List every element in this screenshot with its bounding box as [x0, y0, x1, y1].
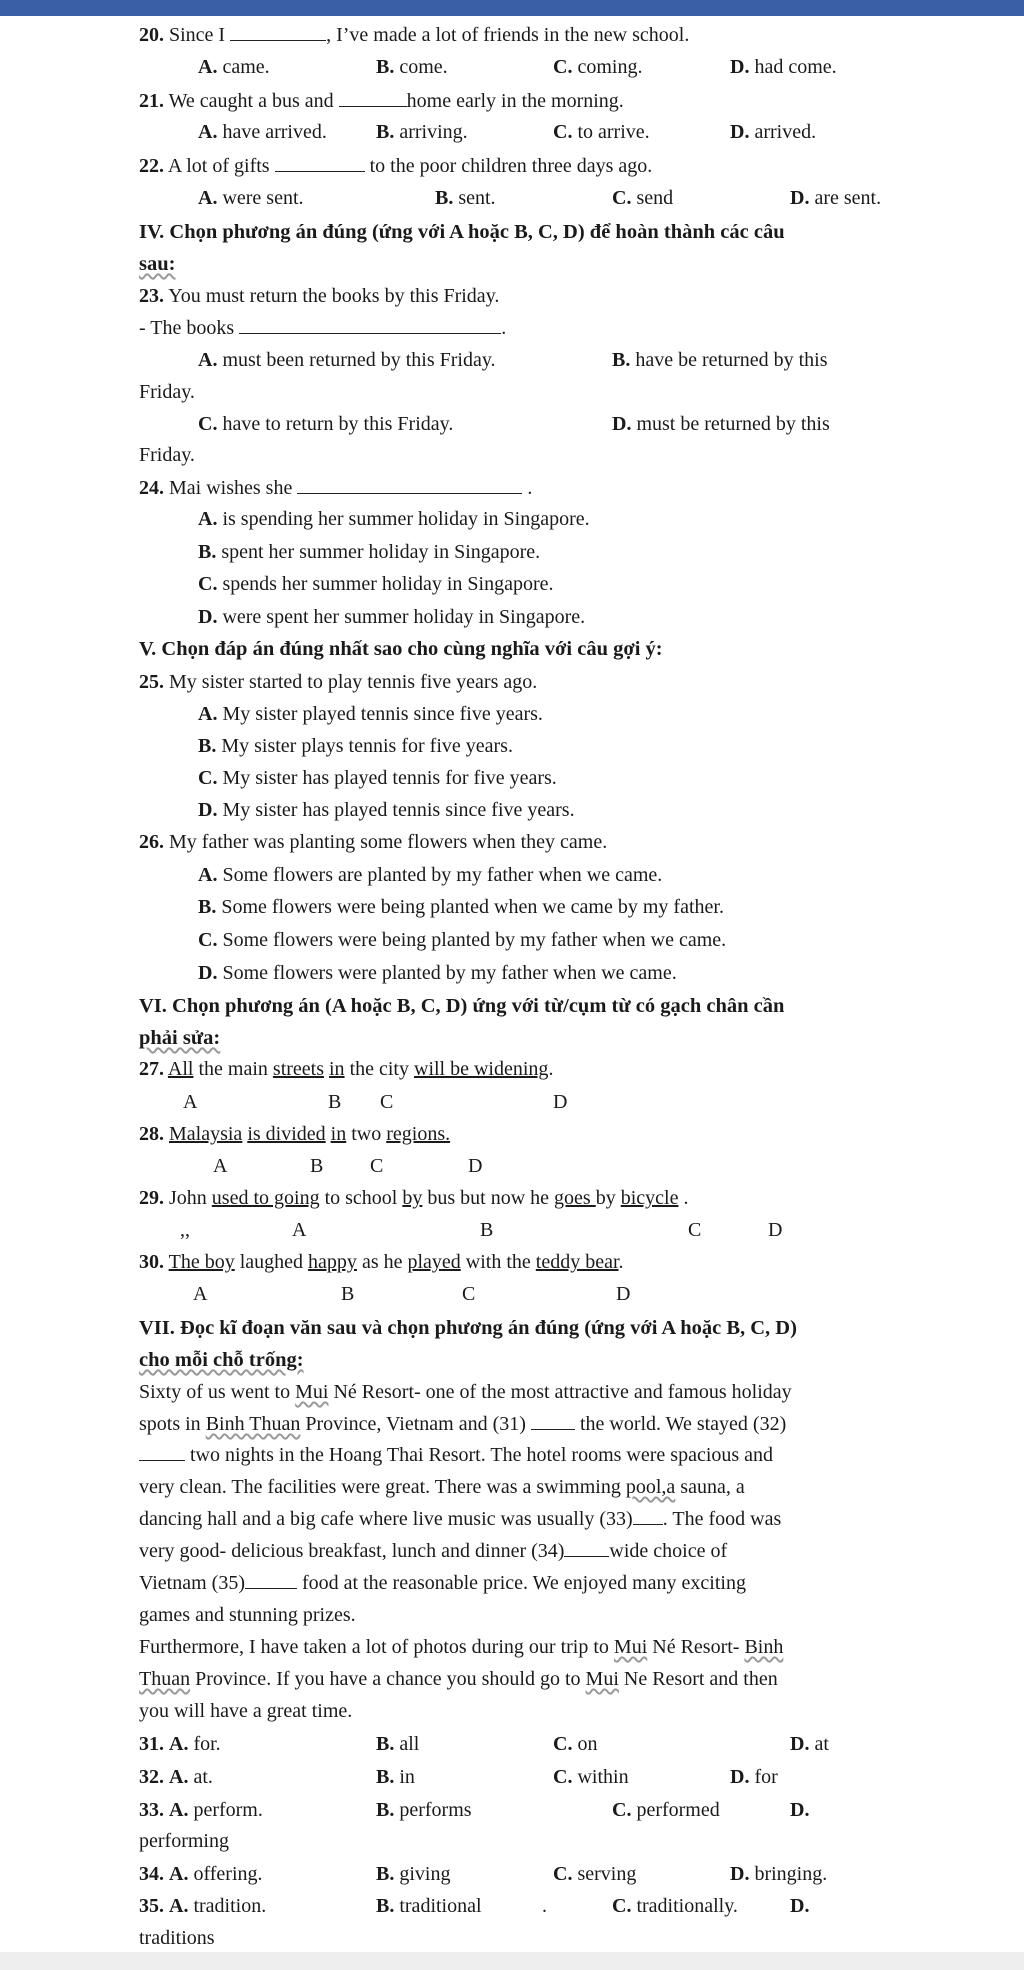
blank-33	[633, 1507, 663, 1525]
letter-d: D	[468, 1155, 483, 1177]
underlined-b: streets	[272, 1058, 324, 1080]
underlined-a: All	[167, 1058, 194, 1080]
question-29: 29. John used to going to school by bus but now he goes by bicycle .	[139, 1187, 689, 1209]
option-b: B. in	[376, 1766, 415, 1788]
option-c: C. serving	[553, 1863, 637, 1885]
section-vi-heading: VI. Chọn phương án (A hoặc B, C, D) ứng với từ/cụm từ có gạch chân cần	[139, 995, 785, 1017]
option-d: D. My sister has played tennis since five years.	[198, 799, 575, 821]
option-a: A. have arrived.	[198, 121, 327, 143]
question-27: 27. All the main streets in the city will be widening.	[139, 1058, 554, 1080]
option-b: B. spent her summer holiday in Singapore.	[198, 541, 541, 563]
section-vii-heading: VII. Đọc kĩ đoạn văn sau và chọn phương án đúng (ứng với A hoặc B, C, D)	[139, 1317, 797, 1339]
option-b: B. performs	[376, 1799, 472, 1821]
passage-line: Furthermore, I have taken a lot of photos during our trip to Mui Né Resort- Binh	[139, 1636, 784, 1658]
passage-line: Sixty of us went to Mui Né Resort- one of the most attractive and famous holiday	[139, 1381, 792, 1403]
passage-line: dancing hall and a big cafe where live music was usually (33) . The food was	[139, 1508, 782, 1530]
passage-line: you will have a great time.	[139, 1700, 353, 1722]
blank-35	[245, 1571, 297, 1589]
option-b: B. sent.	[435, 187, 496, 209]
section-iv-heading: IV. Chọn phương án đúng (ứng với A hoặc B, C, D) để hoàn thành các câu	[139, 221, 785, 243]
question-28: 28. Malaysia is divided in two regions.	[139, 1123, 451, 1145]
answer-blank	[230, 23, 326, 41]
option-a: A. My sister played tennis since five years.	[198, 703, 543, 725]
question-text: Since I	[169, 24, 226, 46]
option-b: B. come.	[376, 56, 448, 78]
option-b: B. Some flowers were being planted when we came by my father.	[198, 896, 724, 918]
option-c: C. send	[612, 187, 674, 209]
letter-d: D	[768, 1219, 783, 1241]
answer-blank	[239, 316, 501, 334]
letter-c: C	[462, 1283, 476, 1305]
question-23-prompt: - The books .	[139, 317, 507, 339]
section-v-heading: V. Chọn đáp án đúng nhất sao cho cùng nghĩa với câu gợi ý:	[139, 638, 663, 660]
bottom-bar	[0, 1952, 1024, 1970]
option-d: D. arrived.	[730, 121, 817, 143]
option-d: D. Some flowers were planted by my father when we came.	[198, 962, 677, 984]
option-d: D. had come.	[730, 56, 837, 78]
question-25: 25. My sister started to play tennis five years ago.	[139, 671, 538, 693]
underlined-c: in	[329, 1058, 345, 1080]
passage-line: very clean. The facilities were great. There was a swimming pool,a sauna, a	[139, 1476, 745, 1498]
letter-a: A	[183, 1091, 198, 1113]
answer-blank	[339, 89, 407, 107]
mark: ,,	[180, 1219, 190, 1241]
underlined-d: will be widening	[414, 1058, 549, 1080]
question-33: 33. A. perform.	[139, 1799, 263, 1821]
letter-b: B	[310, 1155, 324, 1177]
passage-line: spots in Binh Thuan Province, Vietnam and (31) the world. We stayed (32)	[139, 1413, 787, 1435]
letter-a: A	[292, 1219, 307, 1241]
letter-c: C	[688, 1219, 702, 1241]
option-c: C. have to return by this Friday.	[198, 413, 454, 435]
option-c: C. to arrive.	[553, 121, 650, 143]
option-c: C. traditionally.	[612, 1895, 738, 1917]
question-34: 34. A. offering.	[139, 1863, 263, 1885]
option-b: B. traditional	[376, 1895, 482, 1917]
answer-blank	[275, 154, 365, 172]
option-d: D. bringing.	[730, 1863, 828, 1885]
question-30: 30. The boy laughed happy as he played with the teddy bear.	[139, 1251, 624, 1273]
passage-line: games and stunning prizes.	[139, 1604, 356, 1626]
section-vi-heading-cont: phải sửa:	[139, 1027, 221, 1049]
top-bar	[0, 0, 1024, 16]
option-b: B. all	[376, 1733, 420, 1755]
option-d: D.	[790, 1799, 810, 1821]
letter-b: B	[480, 1219, 494, 1241]
blank-34	[564, 1539, 609, 1557]
question-number: 20.	[139, 24, 164, 46]
passage-line: very good- delicious breakfast, lunch and dinner (34) wide choice of	[139, 1540, 728, 1562]
letter-b: B	[341, 1283, 355, 1305]
blank-31	[531, 1412, 575, 1430]
option-b: B. giving	[376, 1863, 451, 1885]
option-b: B. arriving.	[376, 121, 468, 143]
letter-c: C	[370, 1155, 384, 1177]
option-a: A. must been returned by this Friday.	[198, 349, 496, 371]
dot-mark: .	[542, 1895, 547, 1917]
option-a: A. Some flowers are planted by my father when we came.	[198, 864, 663, 886]
question-21: 21. We caught a bus and home early in the morning.	[139, 90, 624, 112]
letter-c: C	[380, 1091, 394, 1113]
option-c: C. coming.	[553, 56, 643, 78]
option-b: B. have be returned by this	[612, 349, 828, 371]
answer-blank	[297, 476, 522, 494]
letter-b: B	[328, 1091, 342, 1113]
option-b-cont: Friday.	[139, 381, 195, 403]
option-d-cont: performing	[139, 1830, 229, 1852]
option-c: C. within	[553, 1766, 629, 1788]
option-d: D. for	[730, 1766, 778, 1788]
option-d: D. at	[790, 1733, 829, 1755]
question-32: 32. A. at.	[139, 1766, 213, 1788]
section-iv-heading-cont: sau:	[139, 253, 176, 275]
option-c: C. on	[553, 1733, 598, 1755]
letter-d: D	[616, 1283, 631, 1305]
question-31: 31. A. for.	[139, 1733, 221, 1755]
option-c: C. performed	[612, 1799, 720, 1821]
question-35: 35. A. tradition.	[139, 1895, 267, 1917]
option-a: A. came.	[198, 56, 270, 78]
question-text: , I’ve made a lot of friends in the new school.	[326, 24, 690, 46]
question-23: 23. You must return the books by this Friday.	[139, 285, 500, 307]
option-d: D. must be returned by this	[612, 413, 830, 435]
option-d-cont: traditions	[139, 1927, 215, 1949]
option-d: D. are sent.	[790, 187, 882, 209]
passage-line: Vietnam (35) food at the reasonable price. We enjoyed many exciting	[139, 1572, 746, 1594]
passage-line: Thuan Province. If you have a chance you should go to Mui Ne Resort and then	[139, 1668, 778, 1690]
option-a: A. were sent.	[198, 187, 304, 209]
option-a: A. is spending her summer holiday in Singapore.	[198, 508, 590, 530]
option-c: C. spends her summer holiday in Singapore.	[198, 573, 554, 595]
option-c: C. My sister has played tennis for five years.	[198, 767, 557, 789]
letter-a: A	[213, 1155, 228, 1177]
blank-32	[139, 1443, 185, 1461]
question-20	[139, 23, 689, 47]
question-26: 26. My father was planting some flowers when they came.	[139, 831, 608, 853]
letter-d: D	[553, 1091, 568, 1113]
passage-line: two nights in the Hoang Thai Resort. The hotel rooms were spacious and	[139, 1443, 773, 1467]
option-d: D. were spent her summer holiday in Singapore.	[198, 606, 586, 628]
option-c: C. Some flowers were being planted by my father when we came.	[198, 929, 727, 951]
letter-a: A	[193, 1283, 208, 1305]
section-vii-heading-cont: cho mỗi chỗ trống:	[139, 1349, 304, 1371]
option-b: B. My sister plays tennis for five years.	[198, 735, 513, 757]
question-22: 22. A lot of gifts to the poor children three days ago.	[139, 155, 653, 177]
option-d: D.	[790, 1895, 810, 1917]
question-24: 24. Mai wishes she .	[139, 477, 533, 499]
option-d-cont: Friday.	[139, 444, 195, 466]
